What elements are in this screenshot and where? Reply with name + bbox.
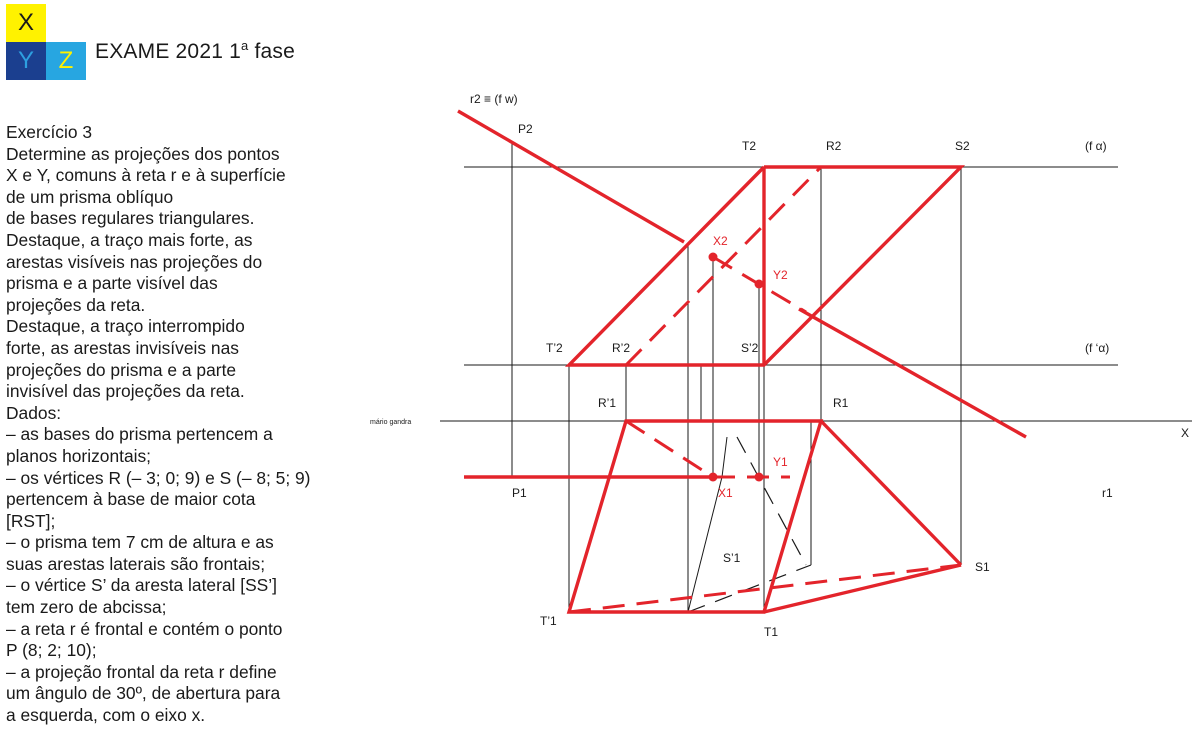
label-r-prime-1: R’1 (598, 396, 617, 410)
statement-line: a esquerda, com o eixo x. (6, 705, 206, 726)
logo-y: Y (6, 42, 46, 80)
statement-line: – o prisma tem 7 cm de altura e as (6, 532, 274, 553)
statement-line: Dados: (6, 402, 62, 423)
statement-line: Exercício 3 (6, 122, 93, 142)
line-r2-projection (458, 111, 684, 242)
label-x-axis: X (1181, 426, 1190, 440)
point-y1 (755, 473, 764, 482)
label-r2-fw: r2 ≡ (f w) (470, 92, 518, 106)
logo-z: Z (46, 42, 86, 80)
statement-line: – os vértices R (– 3; 0; 9) e S (– 8; 5; 9) (6, 467, 311, 488)
statement-line: planos horizontais; (6, 445, 152, 466)
label-t1: T1 (764, 625, 779, 639)
logo-x: X (6, 4, 46, 42)
statement-line: Destaque, a traço interrompido (6, 316, 245, 337)
author-credit: mário gandra (370, 419, 412, 426)
base-edge-s-prime-t (688, 477, 722, 612)
statement-line: de bases regulares triangulares. (6, 208, 255, 229)
label-r2: R2 (826, 139, 842, 153)
statement-line: Destaque, a traço mais forte, as (6, 229, 253, 250)
statement-line: pertencem à base de maior cota (6, 489, 256, 510)
exam-title-ordinal: a (241, 38, 249, 53)
statement-line: um ângulo de 30º, de abertura para (6, 683, 281, 704)
exam-title-tail: fase (248, 40, 295, 63)
label-s-prime-1: S’1 (723, 551, 741, 565)
label-t2: T2 (742, 139, 757, 153)
statement-line: suas arestas laterais são frontais; (6, 553, 266, 574)
statement-line: P (8; 2; 10); (6, 640, 97, 661)
statement-line: prisma e a parte visível das (6, 273, 218, 294)
statement-line: – a projeção frontal da reta r define (6, 661, 277, 682)
label-r1-line: r1 (1102, 486, 1113, 500)
label-x2: X2 (713, 234, 728, 248)
statement-line: projeções do prisma e a parte (6, 359, 237, 380)
label-p2: P2 (518, 122, 533, 136)
line-r2-projection-visible (799, 309, 1026, 437)
statement-line: arestas visíveis nas projeções do (6, 251, 263, 272)
statement-line: invisível das projeções da reta. (6, 381, 245, 402)
base-edge-s-prime-t-upper (722, 437, 727, 477)
point-y2 (755, 280, 764, 289)
point-x2 (709, 253, 718, 262)
label-p1: P1 (512, 486, 527, 500)
statement-line: – as bases do prisma pertencem a (6, 424, 273, 445)
exam-title-main: EXAME 2021 1 (95, 40, 241, 63)
label-t-prime-1: T’1 (540, 614, 557, 628)
prism-horizontal-edge-r-r-prime (764, 565, 961, 612)
hidden-edge-r-prime-r1 (626, 421, 713, 477)
label-f-alpha-prime: (f ‘α) (1085, 341, 1110, 355)
prism-horizontal-edge-r-s (821, 421, 961, 565)
label-y2: Y2 (773, 268, 788, 282)
point-x1 (709, 473, 718, 482)
label-y1: Y1 (773, 455, 788, 469)
statement-line: – o vértice S’ da aresta lateral [SS’] (6, 575, 277, 596)
label-r-prime-2: R’2 (612, 341, 631, 355)
label-r1: R1 (833, 396, 849, 410)
statement-line: – a reta r é frontal e contém o ponto (6, 618, 283, 639)
statement-line: de um prisma oblíquo (6, 186, 174, 207)
statement-line: forte, as arestas invisíveis nas (6, 337, 239, 358)
label-f-alpha: (f α) (1085, 139, 1107, 153)
label-s1: S1 (975, 560, 990, 574)
label-s2: S2 (955, 139, 970, 153)
statement-line: projeções da reta. (6, 294, 146, 315)
statement-line: Determine as projeções dos pontos (6, 143, 280, 164)
label-x1: X1 (718, 486, 733, 500)
statement-line: tem zero de abcissa; (6, 597, 167, 618)
label-s-prime-2: S’2 (741, 341, 759, 355)
statement-line: X e Y, comuns à reta r e à superfície (6, 165, 286, 186)
statement-line: [RST]; (6, 510, 56, 531)
label-t-prime-2: T’2 (546, 341, 563, 355)
